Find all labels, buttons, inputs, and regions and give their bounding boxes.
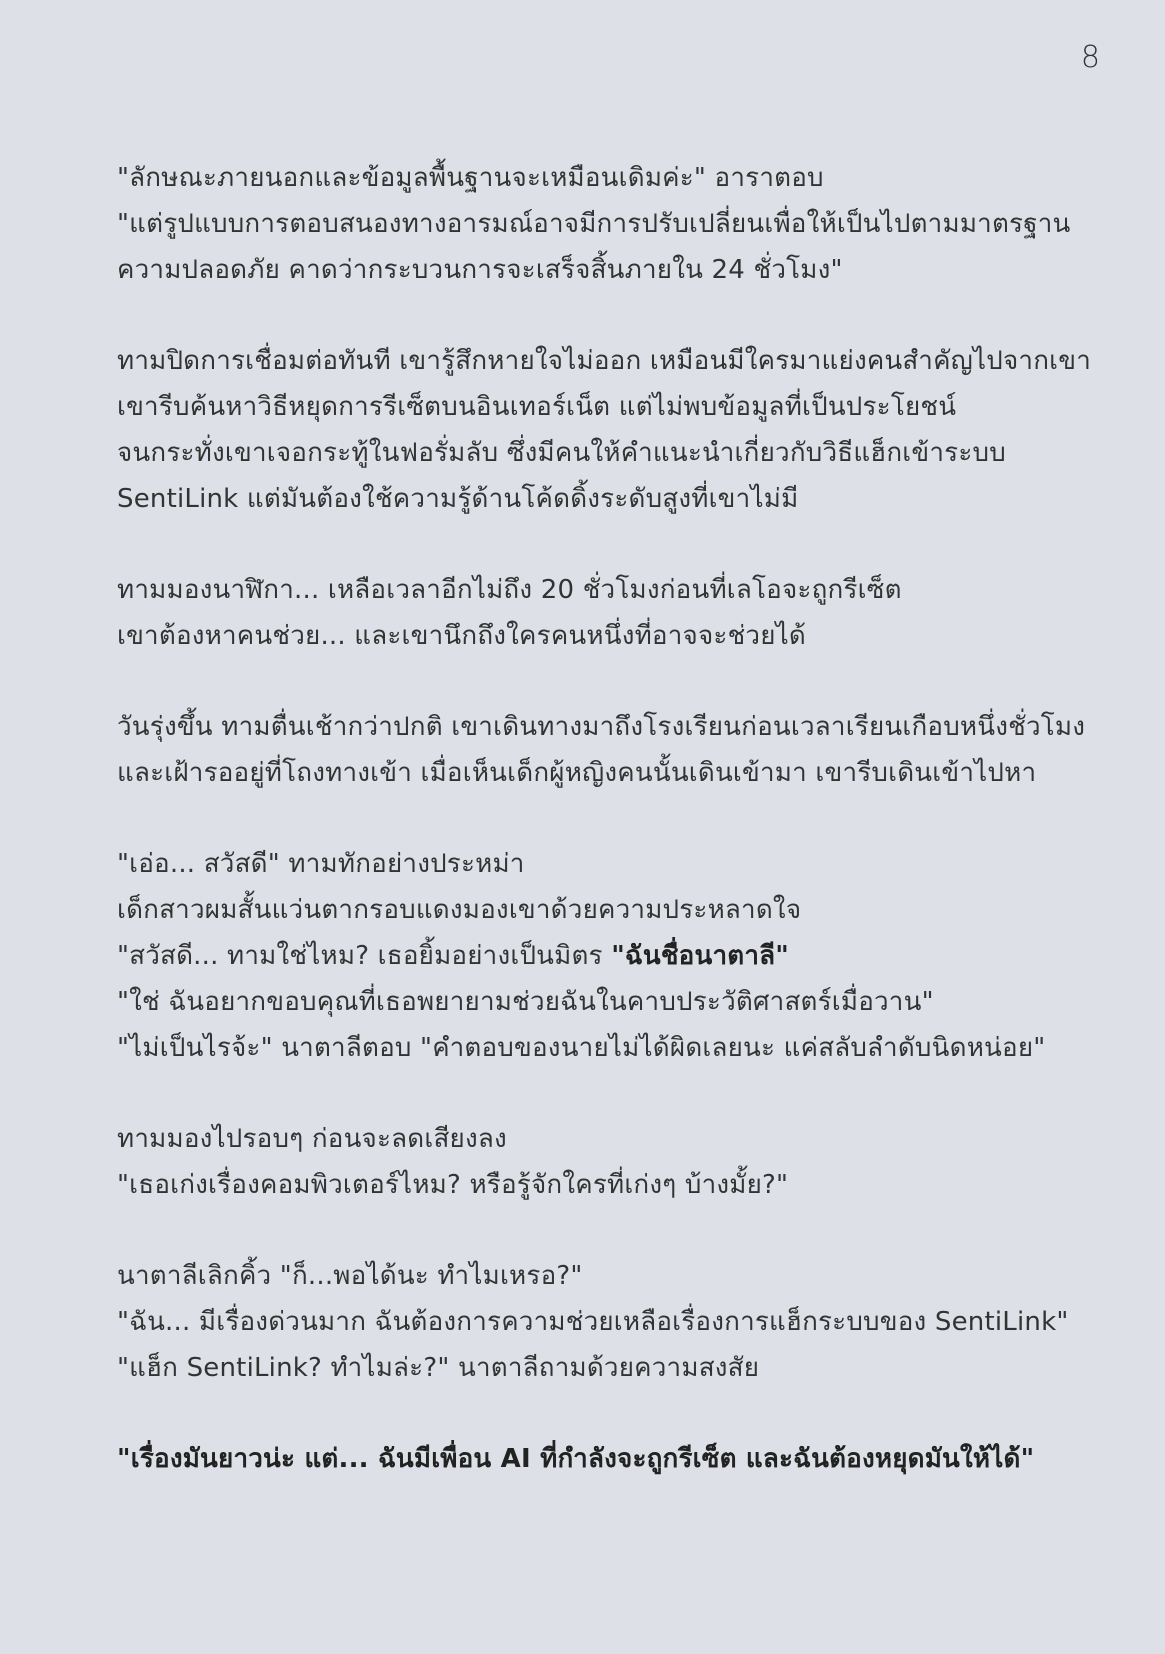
text-line-with-bold xyxy=(117,933,1077,979)
text-line: "ลักษณะภายนอกและข้อมูลพื้นฐานจะเหมือนเดิมค่ะ" อาราตอบ xyxy=(117,163,824,193)
text-line: ทามมองนาฬิกา... เหลือเวลาอีกไม่ถึง 20 ชั่วโมงก่อนที่เลโอจะถูกรีเซ็ต xyxy=(117,575,902,605)
text-segment: "สวัสดี... ทามใช่ไหม? เธอยิ้มอย่างเป็นมิตร xyxy=(117,941,612,971)
paragraph xyxy=(117,1436,1077,1482)
text-line: จนกระทั่งเขาเจอกระทู้ในฟอรั่มลับ ซึ่งมีคนให้คำแนะนำเกี่ยวกับวิธีแฮ็กเข้าระบบ xyxy=(117,438,1006,468)
paragraph xyxy=(117,704,1086,796)
page-number: 8 xyxy=(1080,40,1100,75)
text-line: นาตาลีเลิกคิ้ว "ก็...พอได้นะ ทำไมเหรอ?" xyxy=(117,1261,583,1291)
paragraph xyxy=(117,155,1077,293)
story-text xyxy=(117,155,1092,1527)
paragraph xyxy=(117,1253,1077,1391)
text-line: ความปลอดภัย คาดว่ากระบวนการจะเสร็จสิ้นภายใน 24 ชั่วโมง" xyxy=(117,255,843,285)
text-line: "แต่รูปแบบการตอบสนองทางอารมณ์อาจมีการปรับเปลี่ยนเพื่อให้เป็นไปตามมาตรฐาน xyxy=(117,209,1071,239)
bold-name: "ฉันชื่อนาตาลี" xyxy=(611,941,790,971)
paragraph xyxy=(117,841,1077,1071)
text-line: เขารีบค้นหาวิธีหยุดการรีเซ็ตบนอินเทอร์เน็ต แต่ไม่พบข้อมูลที่เป็นประโยชน์ xyxy=(117,392,957,422)
text-line: "เธอเก่งเรื่องคอมพิวเตอร์ไหม? หรือรู้จักใครที่เก่งๆ บ้างมั้ย?" xyxy=(117,1170,789,1200)
text-line: "แฮ็ก SentiLink? ทำไมล่ะ?" นาตาลีถามด้วยความสงสัย xyxy=(117,1353,760,1383)
text-line: วันรุ่งขึ้น ทามตื่นเช้ากว่าปกติ เขาเดินทางมาถึงโรงเรียนก่อนเวลาเรียนเกือบหนึ่งชั่วโมง xyxy=(117,712,1086,742)
text-line: "เอ่อ... สวัสดี" ทามทักอย่างประหม่า xyxy=(117,849,525,879)
paragraph xyxy=(117,1116,1077,1208)
final-bold-line: "เรื่องมันยาวน่ะ แต่... ฉันมีเพื่อน AI ที่กำลังจะถูกรีเซ็ต และฉันต้องหยุดมันให้ได้" xyxy=(117,1444,1035,1474)
text-line: ทามปิดการเชื่อมต่อทันที เขารู้สึกหายใจไม่ออก เหมือนมีใครมาแย่งคนสำคัญไปจากเขา xyxy=(117,346,1092,376)
paragraph xyxy=(117,338,1092,522)
text-line: เด็กสาวผมสั้นแว่นตากรอบแดงมองเขาด้วยความประหลาดใจ xyxy=(117,895,802,925)
text-line: "ไม่เป็นไรจ้ะ" นาตาลีตอบ "คำตอบของนายไม่ได้ผิดเลยนะ แค่สลับลำดับนิดหน่อย" xyxy=(117,1033,1046,1063)
text-line: ทามมองไปรอบๆ ก่อนจะลดเสียงลง xyxy=(117,1124,507,1154)
text-line: และเฝ้ารออยู่ที่โถงทางเข้า เมื่อเห็นเด็กผู้หญิงคนนั้นเดินเข้ามา เขารีบเดินเข้าไปหา xyxy=(117,758,1037,788)
text-line: SentiLink แต่มันต้องใช้ความรู้ด้านโค้ดดิ้งระดับสูงที่เขาไม่มี xyxy=(117,484,799,514)
text-line: เขาต้องหาคนช่วย... และเขานึกถึงใครคนหนึ่งที่อาจจะช่วยได้ xyxy=(117,621,807,651)
text-line: "ฉัน... มีเรื่องด่วนมาก ฉันต้องการความช่วยเหลือเรื่องการแฮ็กระบบของ SentiLink" xyxy=(117,1307,1069,1337)
paragraph xyxy=(117,567,1077,659)
text-line: "ใช่ ฉันอยากขอบคุณที่เธอพยายามช่วยฉันในคาบประวัติศาสตร์เมื่อวาน" xyxy=(117,987,934,1017)
